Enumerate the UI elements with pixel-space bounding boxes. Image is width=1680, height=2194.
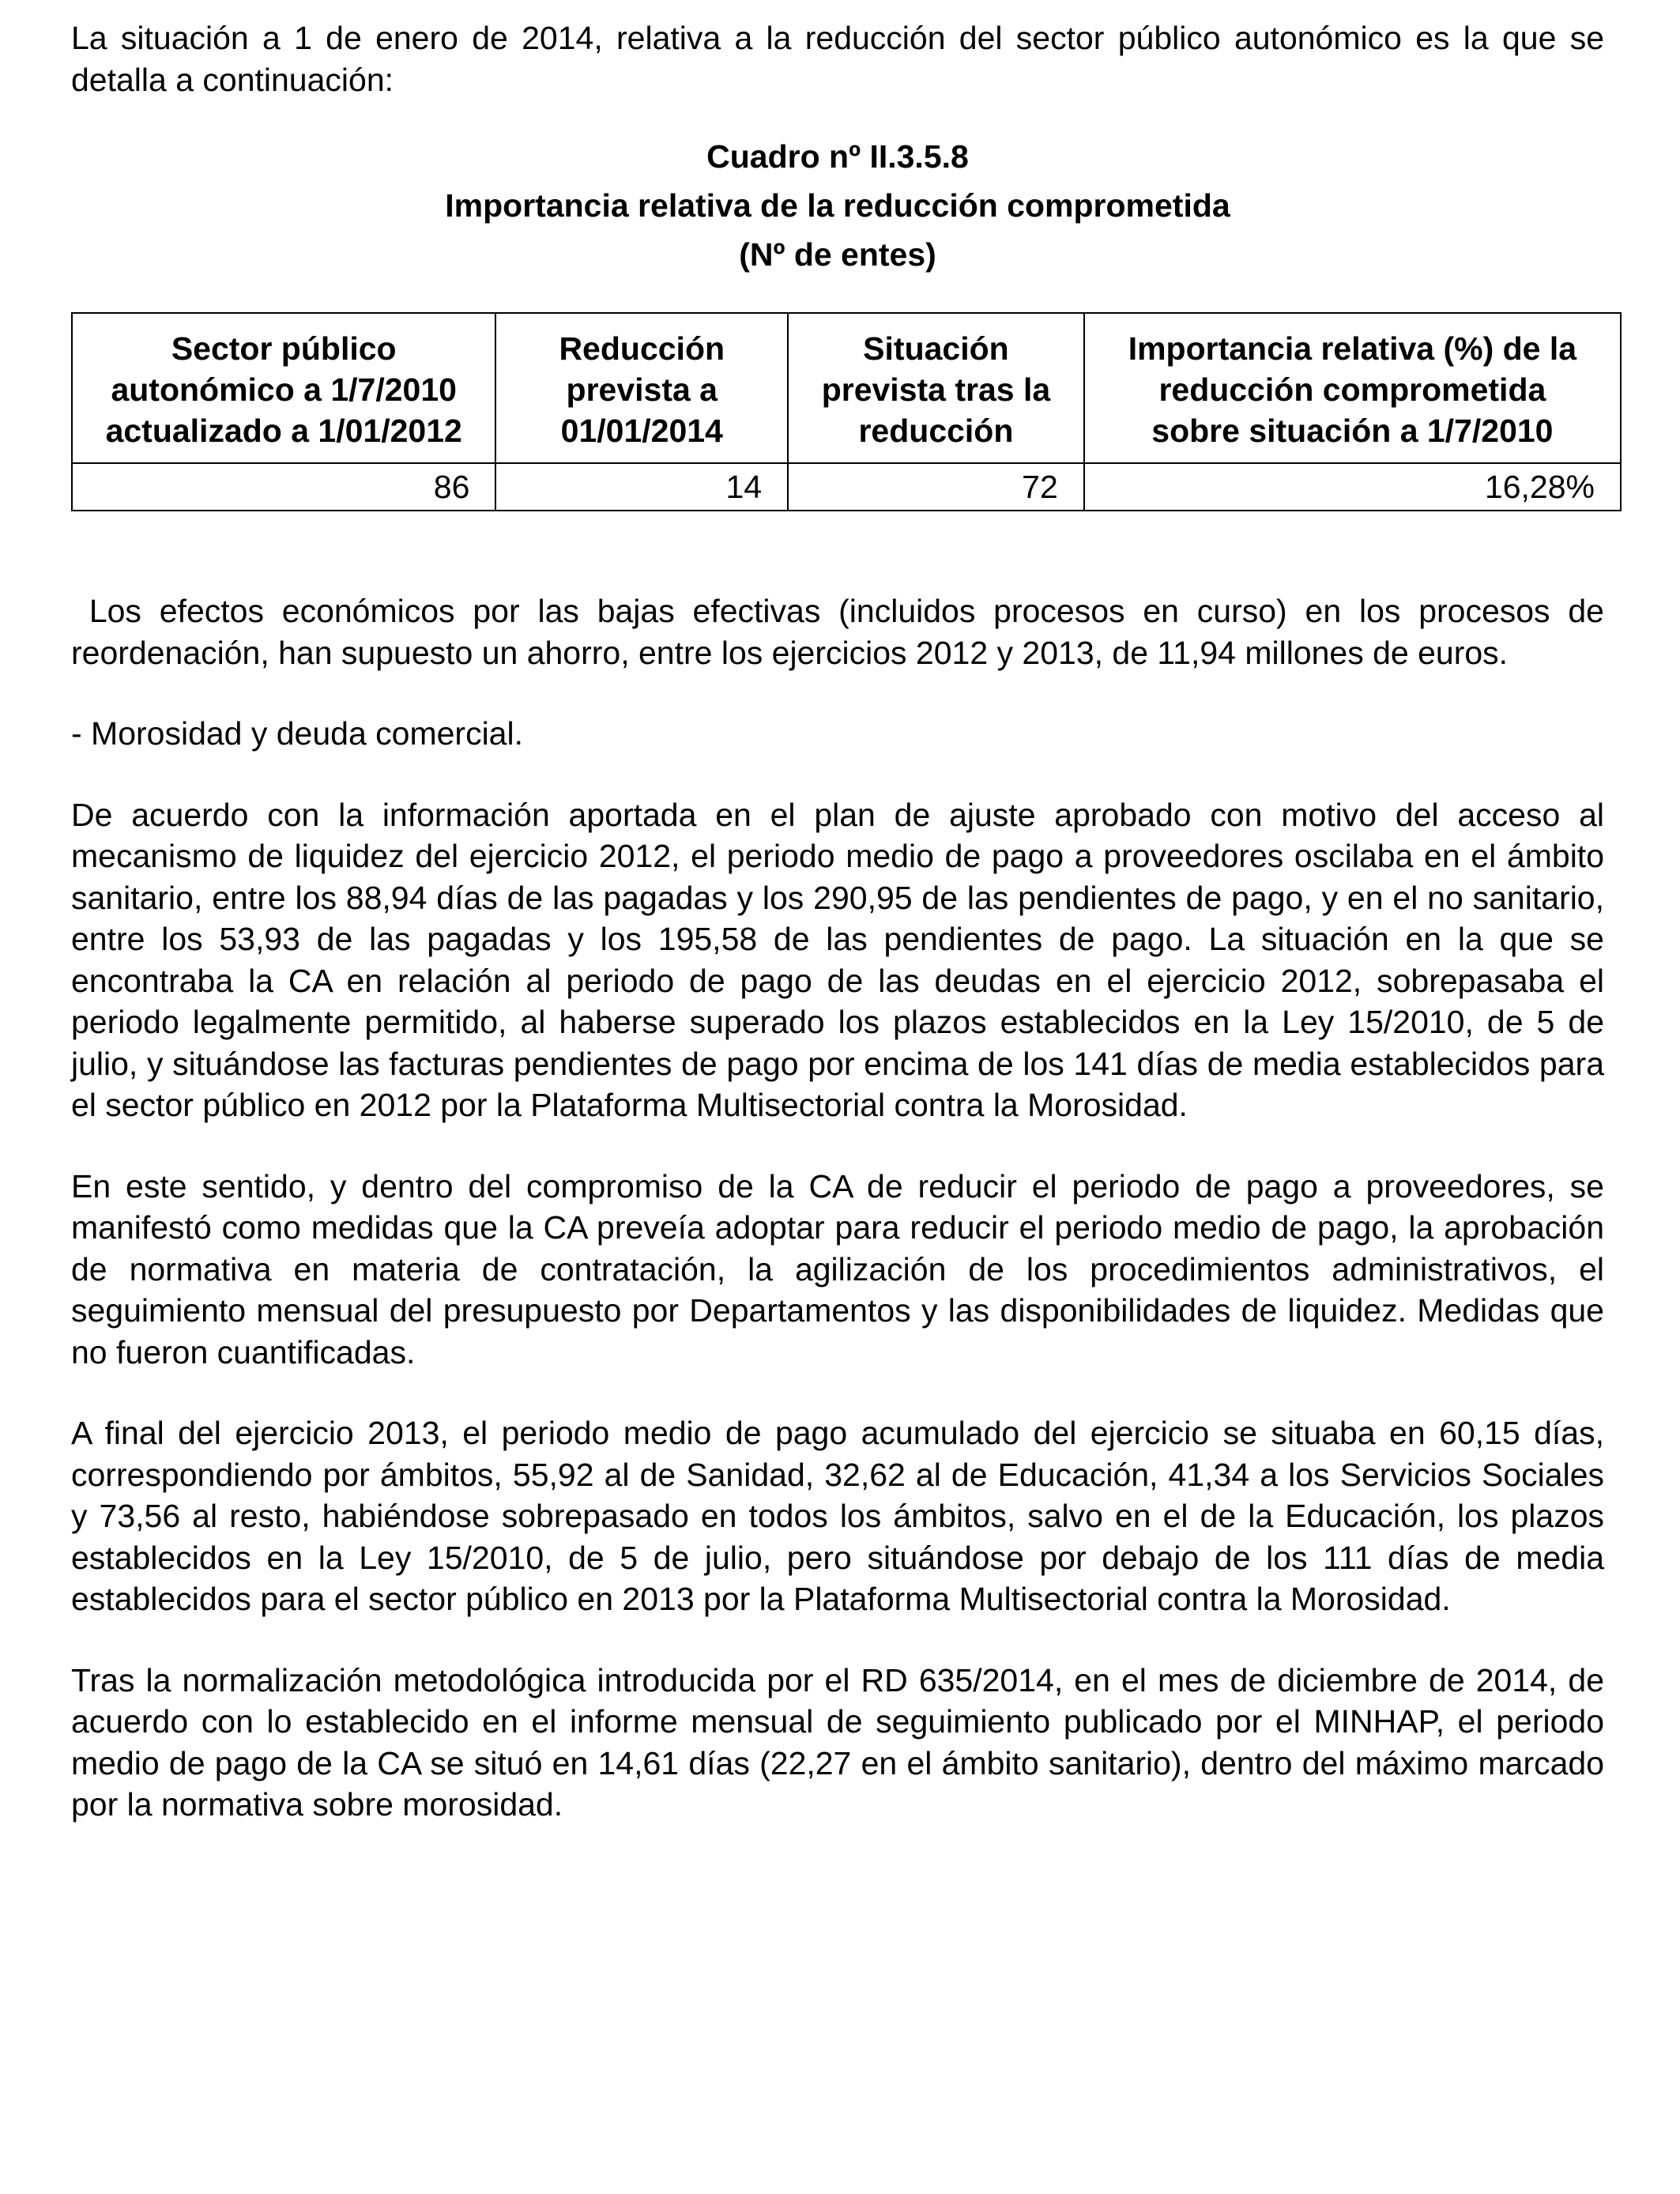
document-page — [71, 17, 1614, 1826]
intro-paragraph: La situación a 1 de enero de 2014, relativa a la reducción del sector público autonómico es la que se detalla a continuación: — [71, 20, 1604, 98]
paragraph-final-2013: A final del ejercicio 2013, el periodo medio de pago acumulado del ejercicio se situaba en 60,15 días, correspondiendo por ámbitos, 55,92 al de Sanidad, 32,62 al de Educación, 41,34 a los Servicios Sociales y 73,56 al resto, habiéndose sobrepasado en todos los ámbitos, salvo en el de la Educación, los plazos establecidos en la Ley 15/2010, de 5 de julio, pero situándose por debajo de los 111 días de media establecidos para el sector público en 2013 por la Plataforma Multisectorial contra la Morosidad. — [71, 1415, 1604, 1617]
header-situacion-prevista: Situación prevista tras la reducción — [788, 313, 1084, 463]
spacer — [71, 511, 1604, 590]
paragraph-normalizacion: Tras la normalización metodológica introducida por el RD 635/2014, en el mes de diciembre de 2014, de acuerdo con lo establecido en el informe mensual de seguimiento publicado por el MINHAP, el periodo medio de pago de la CA se situó en 14,61 días (22,27 en el ámbito sanitario), dentro del máximo marcado por la normativa sobre morosidad. — [71, 1661, 1604, 1823]
table-unit: (Nº de entes) — [739, 236, 936, 273]
cell-situacion-prevista: 72 — [788, 463, 1084, 511]
table-row — [72, 463, 1621, 511]
header-sector-publico: Sector público autonómico a 1/7/2010 actualizado a 1/01/2012 — [72, 313, 495, 463]
section-heading-morosidad: - Morosidad y deuda comercial. — [71, 715, 523, 752]
paragraph-plan-ajuste: De acuerdo con la información aportada en el plan de ajuste aprobado con motivo del acceso al mecanismo de liquidez del ejercicio 2012, el periodo medio de pago a proveedores oscilaba en el ámbito sanitario, entre los 88,94 días de las pagadas y los 290,95 de las pendientes de pago, y en el no sanitario, entre los 53,93 de las pagadas y los 195,58 de las pendientes de pago. La situación en la que se encontraba la CA en relación al periodo de pago de las deudas en el ejercicio 2012, sobrepasaba el periodo legalmente permitido, al haberse superado los plazos establecidos en la Ley 15/2010, de 5 de julio, y situándose las facturas pendientes de pago por encima de los 141 días de media establecidos para el sector público en 2012 por la Plataforma Multisectorial contra la Morosidad. — [71, 796, 1604, 1123]
header-reduccion-prevista: Reducción prevista a 01/01/2014 — [495, 313, 788, 463]
reduction-table — [71, 312, 1622, 511]
table-number: Cuadro nº II.3.5.8 — [706, 138, 969, 175]
header-importancia-relativa: Importancia relativa (%) de la reducción comprometida sobre situación a 1/7/2010 — [1084, 313, 1621, 463]
table-header-row — [72, 313, 1621, 463]
spacer — [71, 100, 1604, 132]
table-title: Importancia relativa de la reducción comprometida — [445, 187, 1230, 224]
paragraph-efectos: Los efectos económicos por las bajas efectivas (incluidos procesos en curso) en los procesos de reordenación, han supuesto un ahorro, entre los ejercicios 2012 y 2013, de 11,94 millones de euros. — [71, 593, 1614, 671]
cell-importancia-relativa: 16,28% — [1084, 463, 1621, 511]
cell-reduccion-prevista: 14 — [495, 463, 788, 511]
cell-sector-publico: 86 — [72, 463, 495, 511]
paragraph-compromiso: En este sentido, y dentro del compromiso de la CA de reducir el periodo de pago a proveedores, se manifestó como medidas que la CA preveía adoptar para reducir el periodo medio de pago, la aprobación de normativa en materia de contratación, la agilización de los procedimientos administrativos, el seguimiento mensual del presupuesto por Departamentos y las disponibilidades de liquidez. Medidas que no fueron cuantificadas. — [71, 1167, 1604, 1370]
table-caption — [71, 132, 1604, 279]
